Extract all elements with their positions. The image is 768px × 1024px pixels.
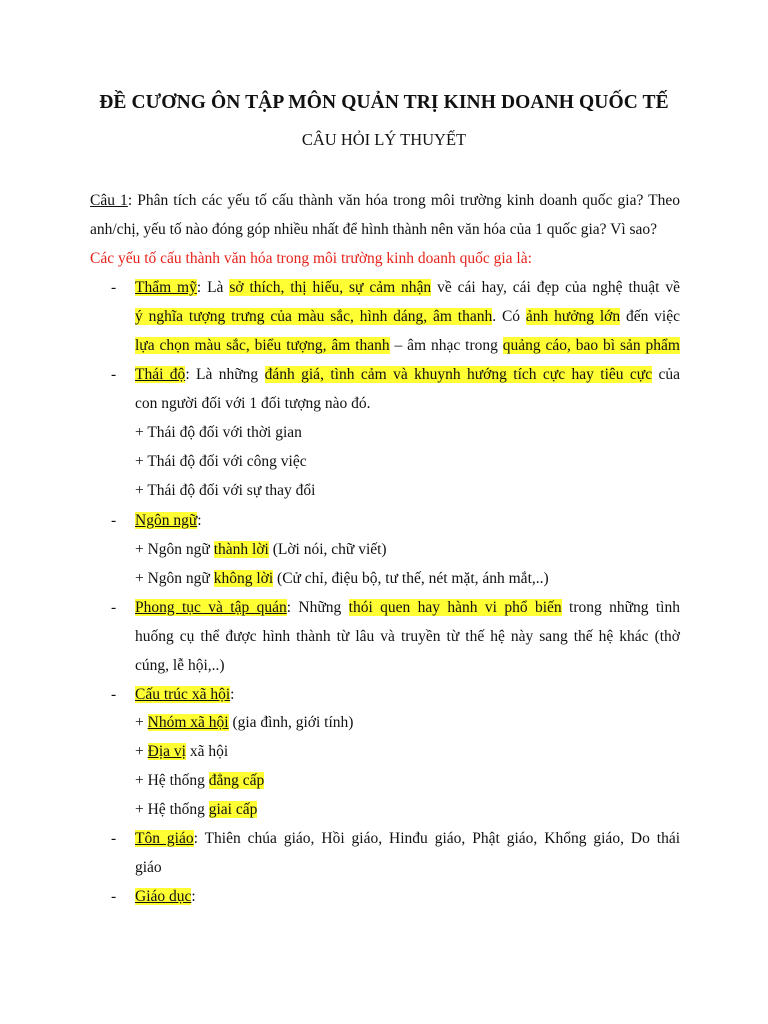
ton-giao-line-1: Tôn giáo: Thiên chúa giáo, Hồi giáo, Hinđu giáo, Phật giáo, Khổng giáo, Do thái xyxy=(135,830,681,847)
phong-tuc-line-3: cúng, lễ hội,..) xyxy=(135,657,225,674)
term-ngon-ngu: Ngôn ngữ xyxy=(135,512,198,529)
ngon-ngu-heading: Ngôn ngữ: xyxy=(135,512,202,529)
tham-my-line-3: lựa chọn màu sắc, biểu tượng, âm thanh – âm nhạc trong quảng cáo, bao bì sản phẩm xyxy=(135,337,680,354)
ton-giao-line-2: giáo xyxy=(135,859,162,876)
cau-truc-sub-1: + Nhóm xã hội (gia đình, giới tính) xyxy=(135,714,354,731)
document-subtitle: CÂU HỎI LÝ THUYẾT xyxy=(301,130,467,149)
giao-duc-heading: Giáo dục: xyxy=(135,888,196,905)
tham-my-line-2: ý nghĩa tượng trưng của màu sắc, hình dáng, âm thanh. Có ảnh hưởng lớn đến việc xyxy=(135,308,681,325)
thai-do-line-1: Thái độ: Là những đánh giá, tình cảm và khuynh hướng tích cực hay tiêu cực của xyxy=(135,366,681,383)
thai-do-line-2: con người đối với 1 đối tượng nào đó. xyxy=(135,395,371,412)
bullet-dash: - xyxy=(111,830,117,847)
bullet-dash: - xyxy=(111,686,117,703)
bullet-dash: - xyxy=(111,512,117,529)
cau-truc-sub-4: + Hệ thống giai cấp xyxy=(135,801,258,818)
thai-do-sub-1: + Thái độ đối với thời gian xyxy=(135,424,302,441)
term-cau-truc-xa-hoi: Cấu trúc xã hội xyxy=(135,686,231,703)
cau-truc-sub-3: + Hệ thống đẳng cấp xyxy=(135,772,265,789)
phong-tuc-line-1: Phong tục và tập quán: Những thói quen hay hành vi phổ biến trong những tình xyxy=(135,599,680,616)
answer-intro: Các yếu tố cấu thành văn hóa trong môi trường kinh doanh quốc gia là: xyxy=(90,250,532,267)
bullet-dash: - xyxy=(111,888,117,905)
question-1-label: Câu 1 xyxy=(90,192,128,209)
question-1-line-1: Câu 1: Phân tích các yếu tố cấu thành văn hóa trong môi trường kinh doanh quốc gia? Theo xyxy=(90,192,680,209)
term-tham-my: Thẩm mỹ xyxy=(135,279,197,296)
document-title: ĐỀ CƯƠNG ÔN TẬP MÔN QUẢN TRỊ KINH DOANH QUỐC TẾ xyxy=(99,92,669,113)
tham-my-line-1: Thẩm mỹ: Là sở thích, thị hiếu, sự cảm nhận về cái hay, cái đẹp của nghệ thuật về xyxy=(135,279,680,296)
thai-do-sub-3: + Thái độ đối với sự thay đổi xyxy=(135,482,316,499)
bullet-dash: - xyxy=(111,279,117,296)
cau-truc-heading: Cấu trúc xã hội: xyxy=(135,686,235,703)
bullet-dash: - xyxy=(111,599,117,616)
term-phong-tuc: Phong tục và tập quán xyxy=(135,599,287,616)
ngon-ngu-sub-2: + Ngôn ngữ không lời (Cử chỉ, điệu bộ, tư thế, nét mặt, ánh mắt,..) xyxy=(135,570,549,587)
cau-truc-sub-2: + Địa vị xã hội xyxy=(135,743,229,760)
phong-tuc-line-2: huống cụ thể được hình thành từ lâu và truyền từ thế hệ này sang thế hệ khác (thờ xyxy=(135,628,680,645)
thai-do-sub-2: + Thái độ đối với công việc xyxy=(135,453,307,470)
term-giao-duc: Giáo dục xyxy=(135,888,192,905)
bullet-dash: - xyxy=(111,366,117,383)
term-thai-do: Thái độ xyxy=(135,366,186,383)
ngon-ngu-sub-1: + Ngôn ngữ thành lời (Lời nói, chữ viết) xyxy=(135,541,387,558)
term-ton-giao: Tôn giáo xyxy=(135,830,194,847)
question-1-line-2: anh/chị, yếu tố nào đóng góp nhiều nhất để hình thành nên văn hóa của 1 quốc gia? Vì sao? xyxy=(90,221,658,238)
